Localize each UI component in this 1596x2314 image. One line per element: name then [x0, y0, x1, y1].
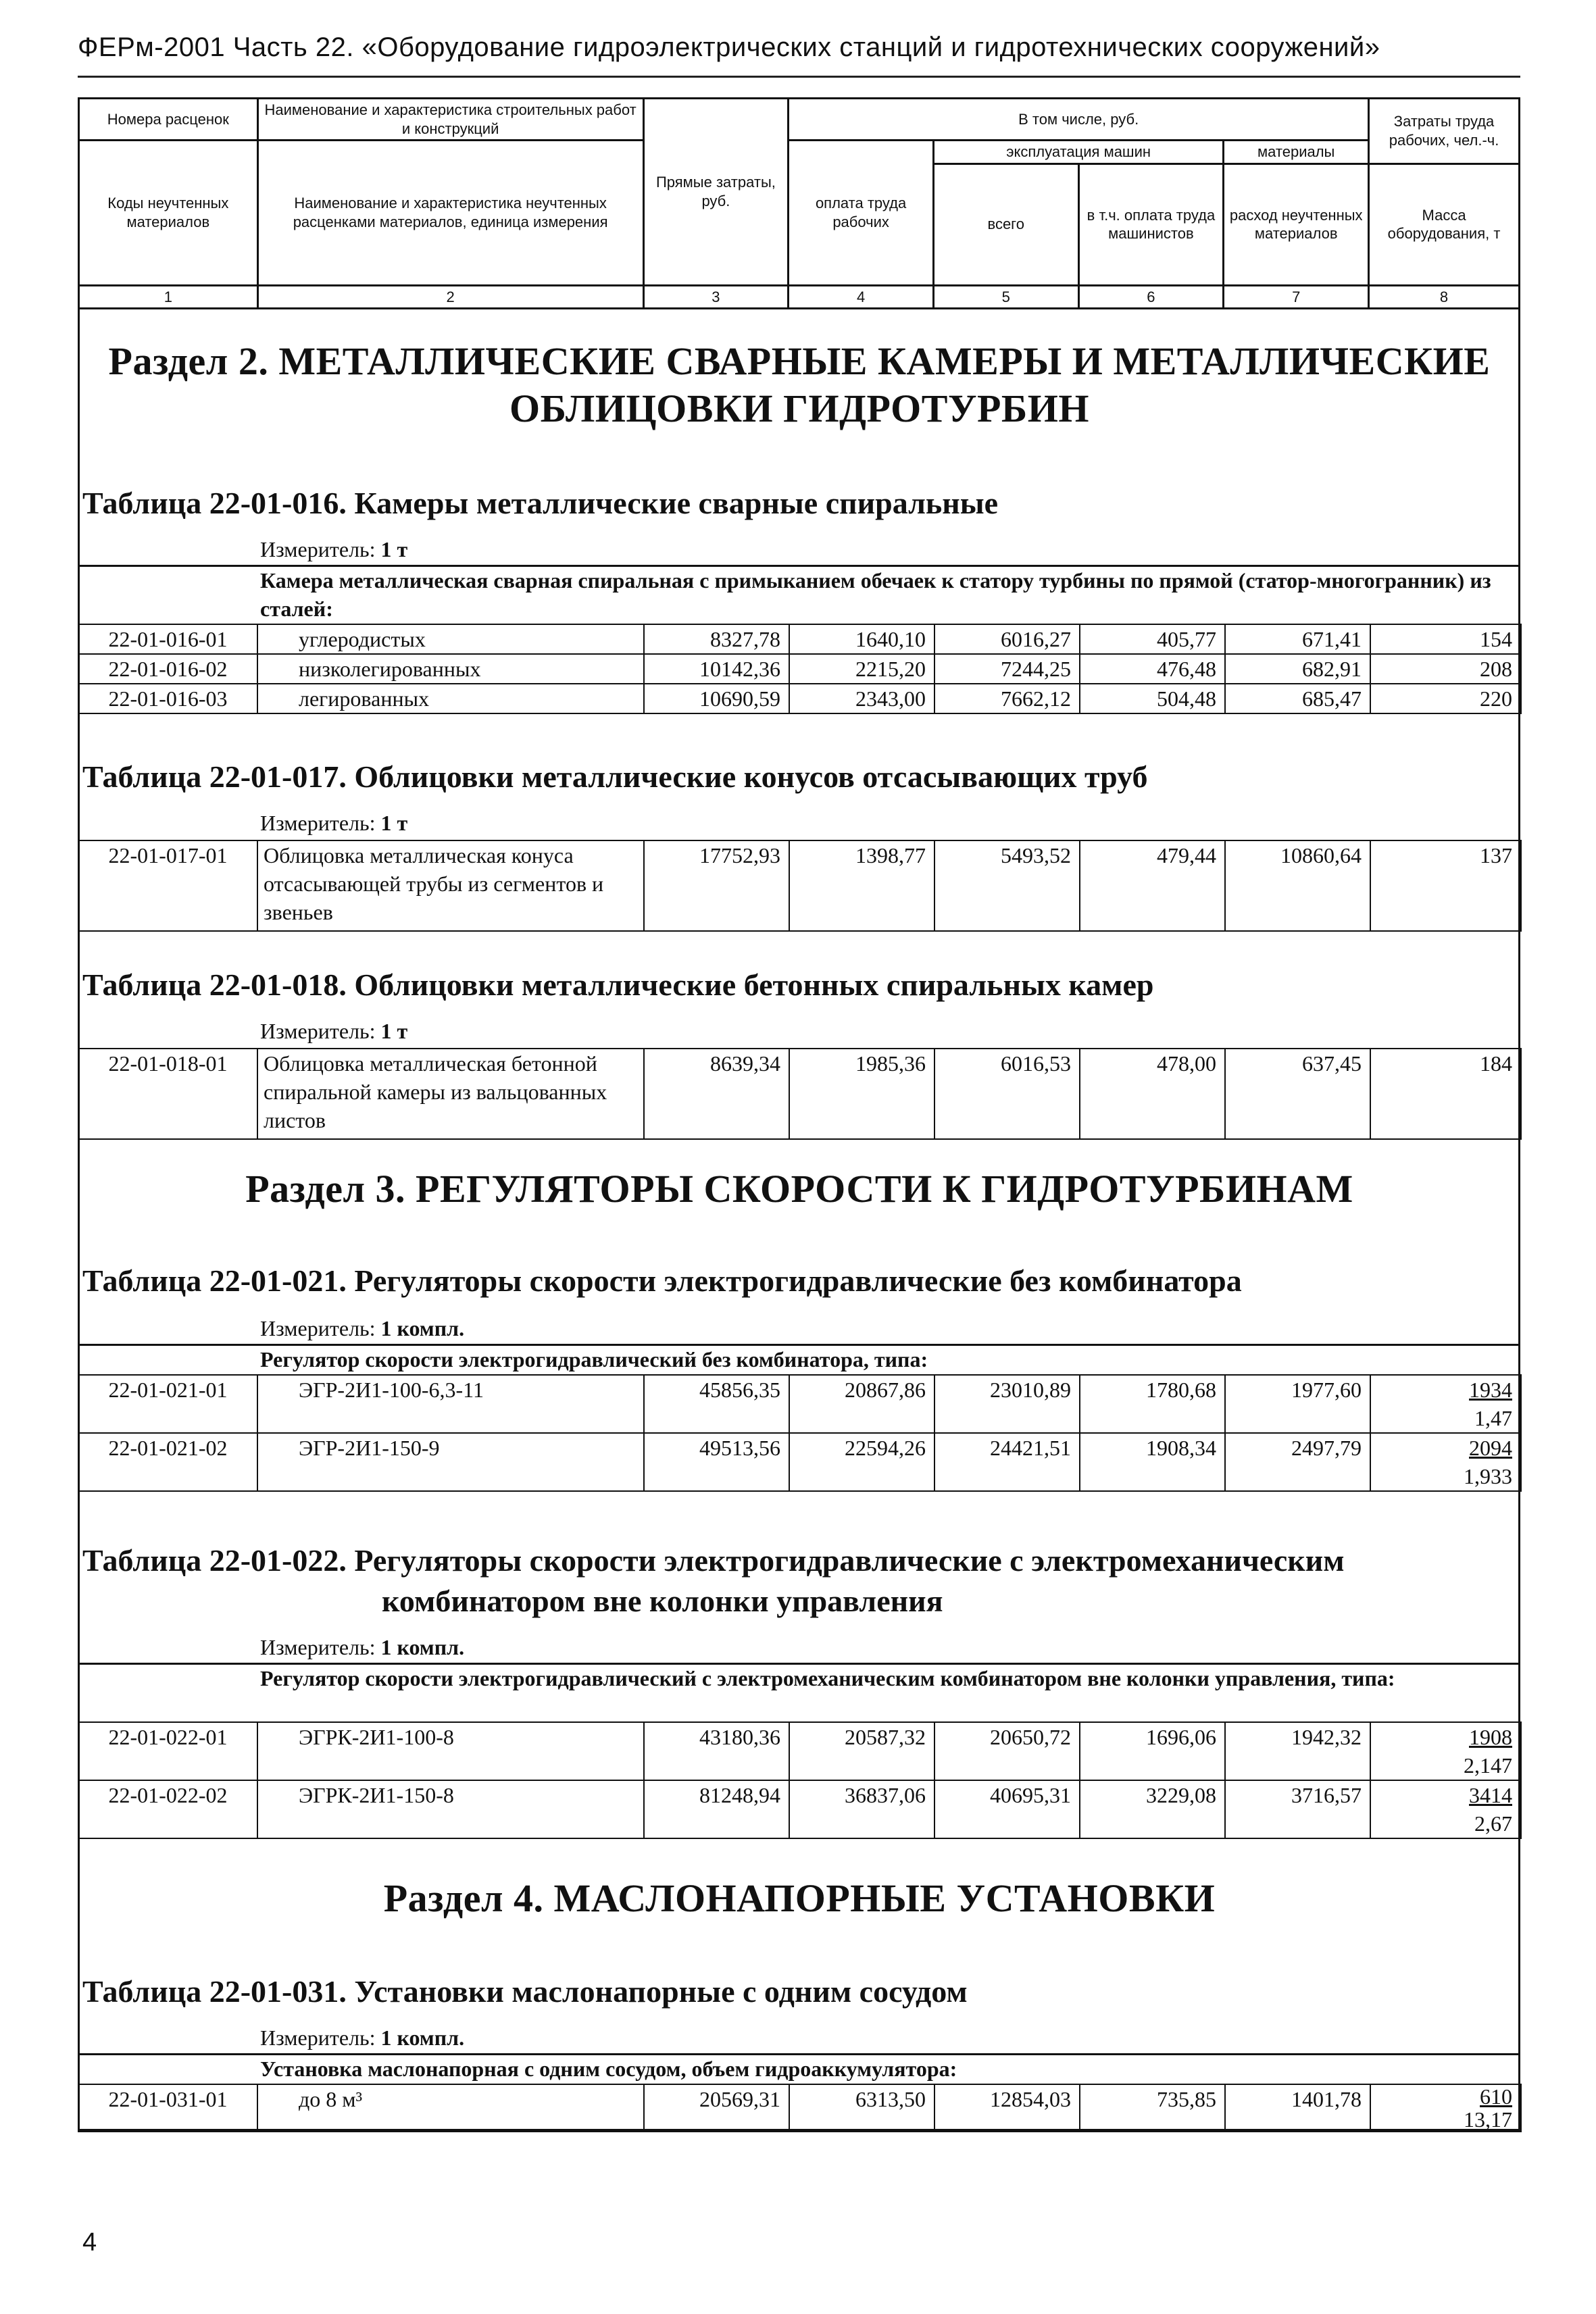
equipment-mass: 1,47 — [1474, 1406, 1512, 1430]
labor-cost: 1398,77 — [789, 840, 934, 931]
machinist-labor-cost: 405,77 — [1080, 624, 1225, 654]
rate-code: 22-01-021-01 — [78, 1375, 257, 1433]
column-number: 6 — [1078, 285, 1224, 309]
rate-name: ЭГР-2И1-150-9 — [257, 1433, 644, 1491]
labor-cost: 22594,26 — [789, 1433, 934, 1491]
column-header-table — [78, 97, 1520, 309]
column-number: 1 — [79, 285, 258, 309]
table-017-measure: Измеритель: 1 т — [260, 811, 408, 835]
machine-cost: 7662,12 — [934, 684, 1080, 713]
col1-top-header: Номера расценок — [79, 99, 258, 141]
section-3-title: Раздел 3. РЕГУЛЯТОРЫ СКОРОСТИ К ГИДРОТУРБИНАМ — [245, 1167, 1353, 1211]
machine-cost: 40695,31 — [934, 1780, 1080, 1838]
table-row — [78, 654, 1521, 684]
table-031-title: Таблица 22-01-031. Установки маслонапорные с одним сосудом — [82, 1974, 968, 2009]
material-cost: 685,47 — [1225, 684, 1370, 713]
direct-cost: 8639,34 — [644, 1049, 789, 1139]
column-number: 4 — [789, 285, 934, 309]
table-016 — [78, 624, 1522, 714]
rate-code: 22-01-018-01 — [78, 1049, 257, 1139]
labor-hours: 154 — [1370, 624, 1521, 654]
material-cost: 682,91 — [1225, 654, 1370, 684]
material-cost: 3716,57 — [1225, 1780, 1370, 1838]
table-016-group-description: Камера металлическая сварная спиральная с примыканием обечаек к статору турбины по прямой (статор-многогранник) из сталей: — [260, 568, 1491, 621]
machine-cost: 6016,27 — [934, 624, 1080, 654]
table-031-measure: Измеритель: 1 компл. — [260, 2026, 465, 2050]
table-row — [78, 624, 1521, 654]
table-row — [78, 2084, 1521, 2132]
table-row — [78, 684, 1521, 713]
labor-hours: 137 — [1370, 840, 1521, 931]
table-022-title-line2: комбинатором вне колонки управления — [382, 1584, 943, 1618]
direct-cost: 20569,31 — [644, 2084, 789, 2132]
rate-code: 22-01-016-01 — [78, 624, 257, 654]
table-021-measure: Измеритель: 1 компл. — [260, 1316, 465, 1340]
labor-hours-and-mass — [1370, 1433, 1521, 1491]
table-row — [78, 840, 1521, 931]
labor-hours-and-mass — [1370, 1780, 1521, 1838]
rate-name: углеродистых — [257, 624, 644, 654]
labor-hours: 1934 — [1469, 1378, 1512, 1402]
rate-code: 22-01-022-01 — [78, 1722, 257, 1780]
equipment-mass: 1,933 — [1464, 1464, 1512, 1488]
direct-cost: 45856,35 — [644, 1375, 789, 1433]
table-021 — [78, 1374, 1522, 1492]
machinist-labor-cost: 476,48 — [1080, 654, 1225, 684]
table-021-title: Таблица 22-01-021. Регуляторы скорости электрогидравлические без комбинатора — [82, 1263, 1242, 1298]
column-number: 7 — [1224, 285, 1369, 309]
labor-hours: 208 — [1370, 654, 1521, 684]
col3-header: Прямые затраты, руб. — [643, 99, 789, 286]
machine-cost: 20650,72 — [934, 1722, 1080, 1780]
labor-cost: 2343,00 — [789, 684, 934, 713]
table-022-group-description: Регулятор скорости электрогидравлический с электромеханическим комбинатором вне колонки управления, типа: — [260, 1666, 1395, 1690]
machine-cost: 12854,03 — [934, 2084, 1080, 2132]
labor-cost: 2215,20 — [789, 654, 934, 684]
labor-hours: 184 — [1370, 1049, 1521, 1139]
table-018 — [78, 1048, 1522, 1140]
table-022-title-line1: Таблица 22-01-022. Регуляторы скорости электрогидравлические с электромеханическим — [82, 1543, 1345, 1578]
col2-top-header: Наименование и характеристика строительных работ и конструкций — [257, 99, 643, 141]
in-that-header: В том числе, руб. — [789, 99, 1369, 141]
material-cost: 1942,32 — [1225, 1722, 1370, 1780]
col2-bottom-header: Наименование и характеристика неучтенных расценками материалов, единица измерения — [257, 141, 643, 286]
rate-name: легированных — [257, 684, 644, 713]
rate-code: 22-01-031-01 — [78, 2084, 257, 2132]
machine-cost: 7244,25 — [934, 654, 1080, 684]
labor-cost: 20867,86 — [789, 1375, 934, 1433]
section-2-title-line2: ОБЛИЦОВКИ ГИДРОТУРБИН — [509, 386, 1090, 430]
machinist-labor-cost: 3229,08 — [1080, 1780, 1225, 1838]
machine-cost: 6016,53 — [934, 1049, 1080, 1139]
table-row — [78, 1780, 1521, 1838]
material-cost: 2497,79 — [1225, 1433, 1370, 1491]
material-cost: 1977,60 — [1225, 1375, 1370, 1433]
labor-cost: 6313,50 — [789, 2084, 934, 2132]
direct-cost: 17752,93 — [644, 840, 789, 931]
table-031 — [78, 2084, 1522, 2132]
table-022-measure: Измеритель: 1 компл. — [260, 1635, 465, 1659]
machine-cost: 5493,52 — [934, 840, 1080, 931]
labor-hours-and-mass — [1370, 2084, 1521, 2132]
section-4-title: Раздел 4. МАСЛОНАПОРНЫЕ УСТАНОВКИ — [383, 1876, 1216, 1920]
rate-name: Облицовка металлическая конуса отсасывающей трубы из сегментов и звеньев — [257, 840, 644, 931]
direct-cost: 43180,36 — [644, 1722, 789, 1780]
column-number: 5 — [933, 285, 1078, 309]
direct-cost: 8327,78 — [644, 624, 789, 654]
table-031-group-description: Установка маслонапорная с одним сосудом, объем гидроаккумулятора: — [260, 2057, 957, 2081]
col8-top-header: Затраты труда рабочих, чел.-ч. — [1369, 99, 1520, 164]
labor-cost: 20587,32 — [789, 1722, 934, 1780]
machinist-labor-cost: 1780,68 — [1080, 1375, 1225, 1433]
rate-code: 22-01-022-02 — [78, 1780, 257, 1838]
rate-name: низколегированных — [257, 654, 644, 684]
labor-hours-and-mass — [1370, 1375, 1521, 1433]
machinist-labor-cost: 479,44 — [1080, 840, 1225, 931]
material-cost: 1401,78 — [1225, 2084, 1370, 2132]
labor-hours: 1908 — [1469, 1725, 1512, 1749]
table-018-title: Таблица 22-01-018. Облицовки металлические бетонных спиральных камер — [82, 967, 1154, 1002]
table-021-group-description: Регулятор скорости электрогидравлический без комбинатора, типа: — [260, 1347, 928, 1372]
direct-cost: 10690,59 — [644, 684, 789, 713]
rate-name: ЭГРК-2И1-150-8 — [257, 1780, 644, 1838]
table-017 — [78, 840, 1522, 932]
material-cost: 671,41 — [1225, 624, 1370, 654]
rate-code: 22-01-017-01 — [78, 840, 257, 931]
labor-hours: 220 — [1370, 684, 1521, 713]
table-016-measure: Измеритель: 1 т — [260, 537, 408, 561]
column-number-row — [79, 285, 1520, 309]
rate-code: 22-01-021-02 — [78, 1433, 257, 1491]
equipment-mass: 2,67 — [1474, 1811, 1512, 1836]
table-022 — [78, 1721, 1522, 1839]
labor-hours: 3414 — [1469, 1783, 1512, 1807]
equipment-mass: 13,17 — [1464, 2107, 1512, 2132]
column-number: 8 — [1369, 285, 1520, 309]
equipment-mass: 2,147 — [1464, 1753, 1512, 1778]
header-rule — [78, 76, 1520, 78]
machinist-labor-cost: 1908,34 — [1080, 1433, 1225, 1491]
rate-name: ЭГРК-2И1-100-8 — [257, 1722, 644, 1780]
labor-cost: 1640,10 — [789, 624, 934, 654]
col7-header: расход неучтенных материалов — [1224, 164, 1369, 285]
table-row — [78, 1375, 1521, 1433]
table-016-title: Таблица 22-01-016. Камеры металлические сварные спиральные — [82, 486, 999, 520]
material-cost: 10860,64 — [1225, 840, 1370, 931]
col6-header: в т.ч. оплата труда машинистов — [1078, 164, 1224, 285]
labor-hours: 2094 — [1469, 1436, 1512, 1460]
column-number: 3 — [643, 285, 789, 309]
machinist-labor-cost: 504,48 — [1080, 684, 1225, 713]
table-row — [78, 1433, 1521, 1491]
table-017-title: Таблица 22-01-017. Облицовки металлические конусов отсасывающих труб — [82, 759, 1148, 794]
column-number: 2 — [257, 285, 643, 309]
labor-cost: 36837,06 — [789, 1780, 934, 1838]
machine-cost: 24421,51 — [934, 1433, 1080, 1491]
rate-name: Облицовка металлическая бетонной спиральной камеры из вальцованных листов — [257, 1049, 644, 1139]
labor-cost: 1985,36 — [789, 1049, 934, 1139]
direct-cost: 10142,36 — [644, 654, 789, 684]
labor-hours-and-mass — [1370, 1722, 1521, 1780]
section-2-title-line1: Раздел 2. МЕТАЛЛИЧЕСКИЕ СВАРНЫЕ КАМЕРЫ И МЕТАЛЛИЧЕСКИЕ — [108, 339, 1491, 383]
direct-cost: 49513,56 — [644, 1433, 789, 1491]
direct-cost: 81248,94 — [644, 1780, 789, 1838]
rate-name: ЭГР-2И1-100-6,3-11 — [257, 1375, 644, 1433]
materials-header: материалы — [1224, 141, 1369, 164]
material-cost: 637,45 — [1225, 1049, 1370, 1139]
rate-code: 22-01-016-03 — [78, 684, 257, 713]
col1-bottom-header: Коды неучтенных материалов — [79, 141, 258, 286]
col4-header: оплата труда рабочих — [789, 141, 934, 286]
machines-header: эксплуатация машин — [933, 141, 1223, 164]
table-018-measure: Измеритель: 1 т — [260, 1019, 408, 1043]
col5-header: всего — [933, 164, 1078, 285]
table-row — [78, 1049, 1521, 1139]
machinist-labor-cost: 735,85 — [1080, 2084, 1225, 2132]
labor-hours: 610 — [1480, 2084, 1512, 2109]
page-number: 4 — [82, 2228, 97, 2257]
rate-name: до 8 м³ — [257, 2084, 644, 2132]
table-row — [78, 1722, 1521, 1780]
col8-bottom-header: Масса оборудования, т — [1369, 164, 1520, 285]
rate-code: 22-01-016-02 — [78, 654, 257, 684]
machinist-labor-cost: 478,00 — [1080, 1049, 1225, 1139]
machinist-labor-cost: 1696,06 — [1080, 1722, 1225, 1780]
page-header: ФЕРм-2001 Часть 22. «Оборудование гидроэлектрических станций и гидротехнических сооружений» — [78, 32, 1380, 62]
machine-cost: 23010,89 — [934, 1375, 1080, 1433]
